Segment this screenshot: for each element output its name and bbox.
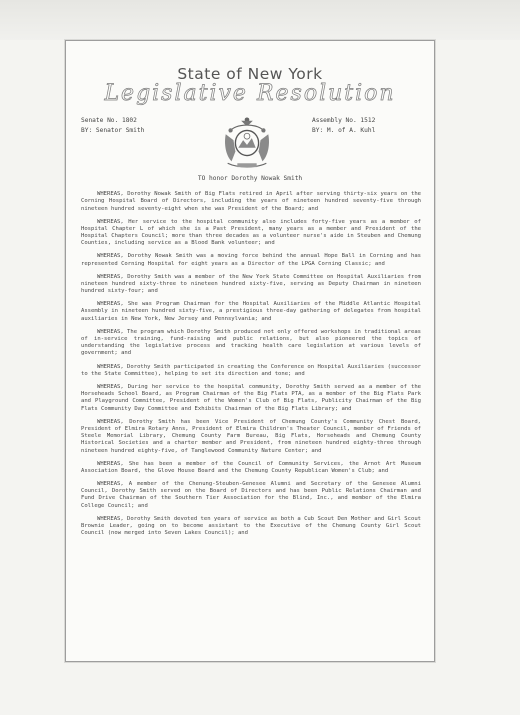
state-seal-icon: [218, 113, 276, 171]
resolution-paragraph: WHEREAS, Dorothy Smith has been Vice President of Chemung County's Community Chest Board, President of Elmira Rotary Anns, President of Elmira Children's Theater Council, member of Friends of Steele Memorial Library, Chemung County Farm Bureau, Big Flats, Horseheads and Chemung County Historical Societies and a charter member and President, from nineteen hundred eighty-three through nineteen hundred eighty-five, of Tanglewood Community Nature Center; and: [81, 418, 421, 454]
resolution-paragraph: WHEREAS, Dorothy Nowak Smith was a moving force behind the annual Hope Ball in Corning and has represented Corning Hospital for eight years as a Director of the LPGA Corning Classic; and: [81, 253, 421, 267]
resolution-paragraph: WHEREAS, She has been a member of the Council of Community Services, the Arnot Art Museum Association Board, the Glove House Board and the Chemung County Republican Women's Club; and: [81, 460, 421, 474]
resolution-paragraph: WHEREAS, The program which Dorothy Smith produced not only offered workshops in traditional areas of in-service training, fund-raising and public relations, but also pioneered the topics of understanding the legislative process and tracking health care legislation at various levels of government; and: [81, 328, 421, 357]
resolution-paragraph: WHEREAS, A member of the Chenung-Steuben-Genesee Alumni and Secretary of the Genesee Alumni Council, Dorothy Smith served on the Board of Directors and has been Public Relations Chairman and Fund Drive Chairman of the Southern Tier Association for the Blind, Inc., and member of the Elmira College Council; and: [81, 480, 421, 509]
resolution-page: [65, 40, 435, 662]
resolution-title: Legislative Resolution: [104, 81, 396, 106]
assembly-sponsor: BY: M. of A. Kuhl: [312, 127, 376, 134]
resolution-body: [81, 191, 421, 543]
resolution-paragraph: WHEREAS, Dorothy Smith devoted ten years of service as both a Cub Scout Den Mother and Girl Scout Brownie Leader, going on to become assistant to the Executive of the Chemung County Girl Scout Council (now merged into Seven Lakes Council); and: [81, 515, 421, 537]
honor-line: TO honor Dorothy Nowak Smith: [197, 175, 303, 182]
resolution-paragraph: WHEREAS, During her service to the hospital community, Dorothy Smith served as a member of the Horseheads School Board, as Program Chairman of the Big Flats PTA, as a member of the Big Flats Park and Playground Committee, President of the Women's Club of Big Flats, Publicity Chairman of the Big Flats Community Day Committee and Exhibits Chairman of the Big Flats Library; and: [81, 383, 421, 412]
resolution-paragraph: WHEREAS, Her service to the hospital community also includes forty-five years as a member of Hospital Chapter L of which she is a Past President, many years as a member and President of the Hospital Chapters Council; more than three decades as a volunteer nurse's aide in Steuben and Chemung Counties, including service as a Blood Bank volunteer; and: [81, 218, 421, 247]
resolution-paragraph: WHEREAS, Dorothy Smith was a member of the New York State Committee on Hospital Auxiliaries from nineteen hundred sixty-three to nineteen hundred sixty-five, serving as Deputy Chairman in nineteen hundred sixty-four; and: [81, 273, 421, 295]
senate-number: Senate No. 1802: [81, 117, 137, 124]
scan-edge: [0, 0, 520, 40]
assembly-number: Assembly No. 1512: [312, 117, 376, 124]
resolution-paragraph: WHEREAS, Dorothy Smith participated in creating the Conference on Hospital Auxiliaries (successor to the State Committee), helping to set its direction and tone; and: [81, 363, 421, 377]
state-title: State of New York: [177, 65, 323, 83]
resolution-paragraph: WHEREAS, She was Program Chairman for the Hospital Auxiliaries of the Middle Atlantic Hospital Assembly in nineteen hundred sixty-five, a prestigious three-day gathering of delegates from hospital auxiliaries in New York, New Jersey and Pennsylvania; and: [81, 301, 421, 322]
resolution-paragraph: WHEREAS, Dorothy Nowak Smith of Big Flats retired in April after serving thirty-six years on the Corning Hospital Board of Directors, including the years of nineteen hundred seventy-five through nineteen hundred seventy-eight when she was President of the Board; and: [81, 191, 421, 212]
senate-sponsor: BY: Senator Smith: [81, 127, 145, 134]
